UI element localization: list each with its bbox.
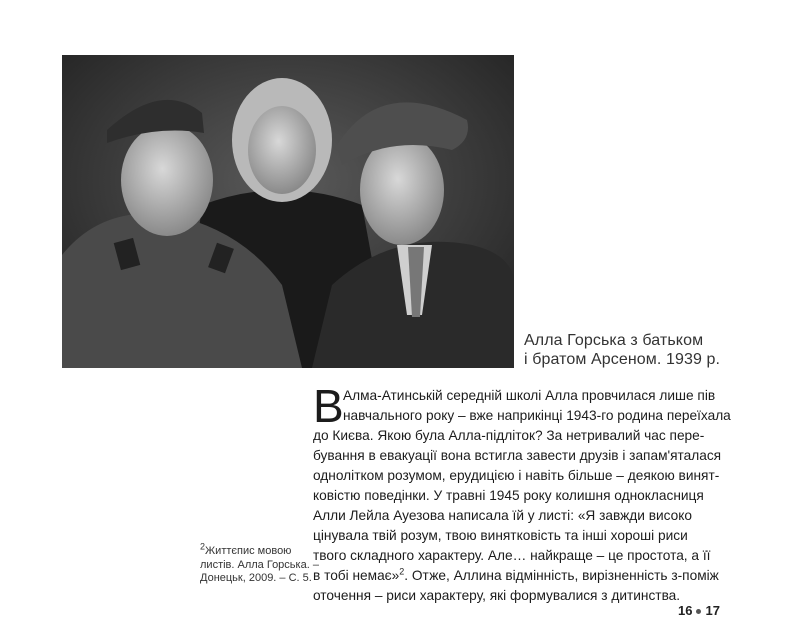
body-paragraph (313, 380, 733, 606)
footnote-line-3: Донецьк, 2009. – С. 5. (200, 572, 312, 584)
body-line: твого складного характеру. Але… найкраще – це простота, а її (313, 548, 711, 563)
body-line: навчального року – вже наприкінці 1943-го родина переїхала (343, 408, 731, 423)
footnote-line-1 (200, 541, 330, 559)
caption-line-1: Алла Горська з батьком (524, 332, 704, 349)
body-line-with-footnote (313, 566, 733, 586)
body-line: оточення – риси характеру, які формувалися з дитинства. (313, 588, 681, 603)
footnote-text: Життєпис мовою (205, 545, 292, 557)
body-line: Алма-Атинській середній школі Алла провчилася лише пів (343, 388, 716, 403)
photo-caption (524, 331, 764, 369)
body-line: ковістю поведінки. У травні 1945 року колишня однокласниця (313, 488, 704, 503)
caption-line-2: і братом Арсеном. 1939 р. (524, 351, 721, 368)
footnote-reference[interactable]: 2 (399, 566, 405, 577)
photo-illustration (62, 55, 514, 368)
body-line: цінувала твій розум, твою винятковість та інші хороші риси (313, 528, 688, 543)
body-line: Алли Лейла Ауезова написала їй у листі: «Я завжди високо (313, 508, 692, 523)
page-separator-dot (696, 609, 701, 614)
page-number-left: 16 (678, 603, 693, 618)
body-line: бування в евакуації вона встигла завести друзів і запам'яталася (313, 448, 722, 463)
drop-cap: В (313, 380, 344, 432)
page-number-right: 17 (705, 603, 720, 618)
footnote (200, 541, 330, 586)
family-photo (62, 55, 514, 368)
page-numbers (678, 603, 720, 618)
body-line: однолітком розумом, ерудицією і навіть більше – деякою винят- (313, 468, 720, 483)
body-line-part: . Отже, Аллина відмінність, вирізненність з-поміж (404, 568, 719, 583)
body-line-part: в тобі немає» (313, 568, 400, 583)
body-line: до Києва. Якою була Алла-підліток? За нетривалий час пере- (313, 428, 705, 443)
footnote-marker: 2 (200, 541, 206, 552)
footnote-line-2: листів. Алла Горська. – (200, 558, 319, 571)
